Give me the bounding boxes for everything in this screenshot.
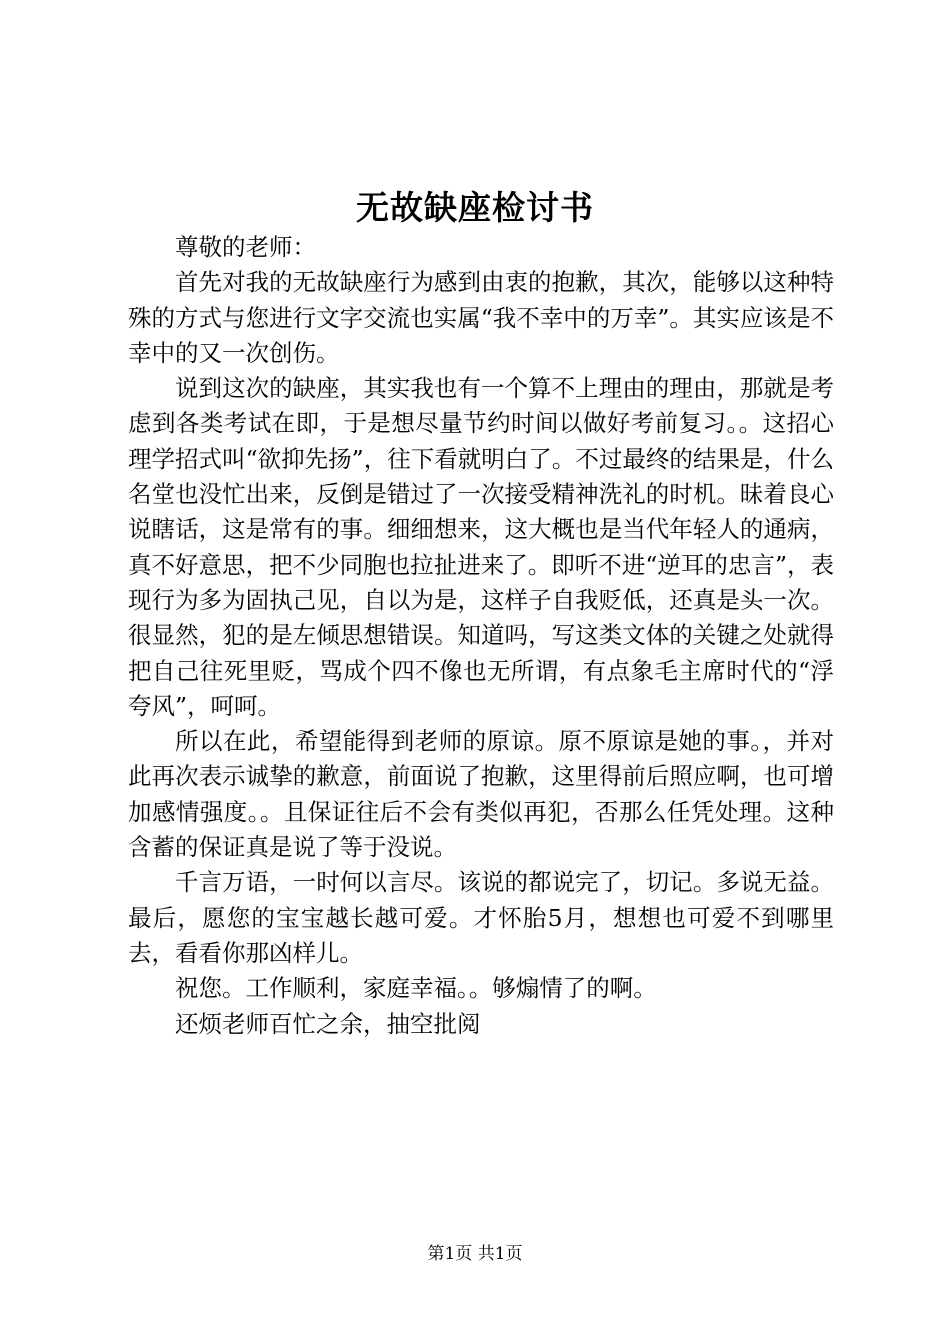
document-body: [128, 230, 834, 1042]
document-title: 无故缺座检讨书: [356, 188, 594, 227]
paragraph: 祝您。工作顺利，家庭幸福。。够煽情了的啊。: [175, 974, 657, 1003]
paragraph: 千言万语，一时何以言尽。该说的都说完了，切记。多说无益。最后，愿您的宝宝越长越可爱。才怀胎5月，想想也可爱不到哪里去，看看你那凶样儿。: [128, 868, 834, 967]
paragraph: 还烦老师百忙之余，抽空批阅: [175, 1009, 481, 1038]
paragraph: 所以在此，希望能得到老师的原谅。原不原谅是她的事。，并对此再次表示诚挚的歉意，前面说了抱歉，这里得前后照应啊，也可增加感情强度。。且保证往后不会有类似再犯，否那么任凭处理。这种含蓄的保证真是说了等于没说。: [128, 727, 834, 862]
paragraph: 首先对我的无故缺座行为感到由衷的抱歉，其次，能够以这种特殊的方式与您进行文字交流也实属“我不幸中的万幸”。其实应该是不幸中的又一次创伤。: [128, 268, 834, 367]
salutation: 尊敬的老师：: [175, 233, 316, 261]
paragraph: 说到这次的缺座，其实我也有一个算不上理由的理由，那就是考虑到各类考试在即，于是想尽量节约时间以做好考前复习。。这招心理学招式叫“欲抑先扬”，往下看就明白了。不过最终的结果是，什么名堂也没忙出来，反倒是错过了一次接受精神洗礼的时机。昧着良心说瞎话，这是常有的事。细细想来，这大概也是当代年轻人的通病，真不好意思，把不少同胞也拉扯进来了。即听不进“逆耳的忠言”，表现行为多为固执己见，自以为是，这样子自我贬低，还真是头一次。很显然，犯的是左倾思想错误。知道吗，写这类文体的关键之处就得把自己往死里贬，骂成个四不像也无所谓，有点象毛主席时代的“浮夸风”，呵呵。: [128, 374, 834, 720]
page-number-footer: 第1页 共1页: [427, 1244, 523, 1264]
